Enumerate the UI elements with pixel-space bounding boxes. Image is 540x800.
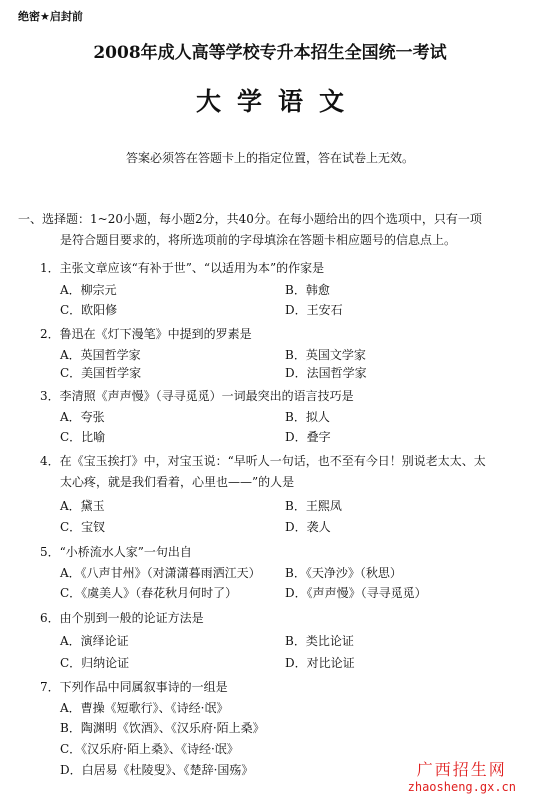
question-stem: 2．鲁迅在《灯下漫笔》中提到的罗素是 [40,327,252,341]
option-a: A．曹操《短歌行》、《诗经·氓》 [60,701,229,715]
option-d: D．法国哲学家 [285,366,367,380]
section-instruction-line2: 是符合题目要求的，将所选项前的字母填涂在答题卡相应题号的信息点上。 [60,233,457,247]
question-stem: 6．由个别到一般的论证方法是 [40,611,204,625]
question-stem: 7．下列作品中同属叙事诗的一组是 [40,680,228,694]
subject-title: 大学语文 [195,87,360,116]
option-b: B．英国文学家 [285,348,366,362]
option-b: B．韩愈 [285,283,330,297]
question-stem-continued: 太心疼，就是我们看着，心里也——”的人是 [60,475,295,489]
option-a: A．演绎论证 [60,634,129,648]
secret-label: 绝密★启封前 [18,10,83,23]
option-c: C．美国哲学家 [60,366,142,380]
question-stem: 3．李清照《声声慢》（寻寻觅觅）一词最突出的语言技巧是 [40,389,354,403]
option-a: A．柳宗元 [60,283,117,297]
answer-notice: 答案必须答在答题卡上的指定位置，答在试卷上无效。 [125,151,414,165]
option-b: B．《天净沙》（秋思） [285,566,402,580]
option-a: A．夸张 [60,410,105,424]
option-b: B．拟人 [285,410,330,424]
option-b: B．类比论证 [285,634,354,648]
option-d: D．对比论证 [285,656,355,670]
question-stem: 1．主张文章应该“有补于世”、“以适用为本”的作家是 [40,261,325,275]
option-b: B．王熙凤 [285,499,342,513]
option-a: A．英国哲学家 [60,348,141,362]
option-c: C．宝钗 [60,520,106,534]
option-d: D．白居易《杜陵叟》、《楚辞·国殇》 [60,763,254,777]
watermark-url: zhaosheng.gx.cn [407,780,516,794]
option-d: D．袭人 [285,520,331,534]
option-d: D．王安石 [285,303,343,317]
option-c: C．《虞美人》（春花秋月何时了） [60,586,238,600]
option-c: C．比喻 [60,430,106,444]
exam-title: 2008年成人高等学校专升本招生全国统一考试 [93,43,447,63]
question-stem: 5．“小桥流水人家”一句出自 [40,545,192,559]
option-a: A．黛玉 [60,499,105,513]
question-stem: 4．在《宝玉挨打》中，对宝玉说：“早听人一句话，也不至有今日！别说老太太、太 [40,454,486,468]
option-c: C．欧阳修 [60,303,118,317]
site-watermark [408,757,516,794]
watermark-site-name: 广西招生网 [416,760,507,779]
section-instruction-line1: 一、选择题：1~20小题，每小题2分，共40分。在每小题给出的四个选项中，只有一项 [18,212,482,226]
option-d: D．叠字 [285,430,331,444]
option-c: C．《汉乐府·陌上桑》、《诗经·氓》 [60,742,239,756]
option-a: A．《八声甘州》（对潇潇暮雨洒江天） [60,566,261,580]
option-c: C．归纳论证 [60,656,130,670]
option-d: D．《声声慢》（寻寻觅觅） [285,586,427,600]
option-b: B．陶渊明《饮酒》、《汉乐府·陌上桑》 [60,721,265,735]
